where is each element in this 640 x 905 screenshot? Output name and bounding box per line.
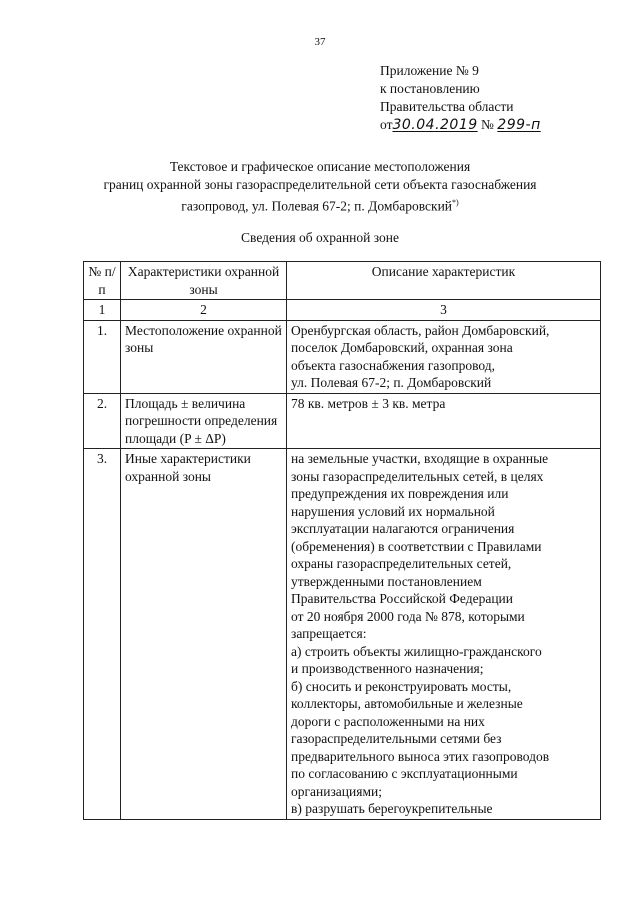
column-number: 2 <box>121 300 287 321</box>
description-line: нарушения условий их нормальной <box>291 503 495 519</box>
description-line: предварительного выноса этих газопроводов <box>291 748 550 764</box>
description-line: 78 кв. метров ± 3 кв. метра <box>291 395 446 411</box>
appendix-date-line <box>380 116 541 134</box>
description-line: ул. Полевая 67-2; п. Домбаровский <box>291 375 492 390</box>
description-line: Правительства Российской Федерации <box>291 591 513 606</box>
table-row <box>84 449 601 820</box>
column-number: 1 <box>84 300 121 321</box>
description-line: дороги с расположенными на них <box>291 713 485 729</box>
column-number-row <box>84 300 601 321</box>
row-description <box>287 320 601 393</box>
table-header-row <box>84 262 601 300</box>
description-line: организациями; <box>291 783 382 799</box>
date-prefix: от <box>380 117 393 132</box>
description-line: зоны газораспределительных сетей, в целях <box>291 468 544 484</box>
description-line: б) сносить и реконструировать мосты, <box>291 678 512 694</box>
description-line: охраны газораспределительных сетей, <box>291 556 512 571</box>
header-description: Описание характеристик <box>287 262 601 300</box>
description-line: поселок Домбаровский, охранная зона <box>291 340 513 355</box>
zone-info-table <box>83 261 601 820</box>
appendix-line-2: к постановлению <box>380 81 480 96</box>
description-line: на земельные участки, входящие в охранные <box>291 451 549 466</box>
title-line-3 <box>40 194 600 216</box>
description-line: и производственного назначения; <box>291 661 484 676</box>
row-characteristic: Иные характеристики охранной зоны <box>121 449 287 820</box>
section-subtitle: Сведения об охранной зоне <box>241 230 399 245</box>
column-number: 3 <box>287 300 601 321</box>
description-line: от 20 ноября 2000 года № 878, которыми <box>291 608 525 624</box>
description-line: Оренбургская область, район Домбаровский, <box>291 322 550 338</box>
appendix-block <box>380 62 541 134</box>
row-number: 3. <box>84 449 121 820</box>
number-prefix: № <box>481 117 494 132</box>
description-line: (обременения) в соответствии с Правилами <box>291 538 542 554</box>
description-line: а) строить объекты жилищно-гражданского <box>291 643 542 659</box>
row-description <box>287 393 601 449</box>
description-line: по согласованию с эксплуатационными <box>291 766 518 781</box>
row-characteristic: Площадь ± величина погрешности определения площади (P ± ΔP) <box>121 393 287 449</box>
description-line: газораспределительными сетями без <box>291 731 502 746</box>
title-line-3-text: газопровод, ул. Полевая 67-2; п. Домбаровский <box>181 198 453 214</box>
row-characteristic: Местоположение охранной зоны <box>121 320 287 393</box>
header-number: № п/п <box>84 262 121 300</box>
description-line: эксплуатации налагаются ограничения <box>291 521 515 536</box>
description-line: в) разрушать берегоукрепительные <box>291 801 493 816</box>
description-line: предупреждения их повреждения или <box>291 486 509 501</box>
row-description <box>287 449 601 820</box>
appendix-title: Приложение № 9 <box>380 63 479 78</box>
description-line: запрещается: <box>291 626 367 641</box>
handwritten-date: 30.04.2019 <box>392 117 478 133</box>
appendix-line-3: Правительства области <box>380 99 514 114</box>
header-characteristic: Характеристики охранной зоны <box>121 262 287 300</box>
footnote-mark: *) <box>452 198 459 207</box>
table-row <box>84 320 601 393</box>
description-line: коллекторы, автомобильные и железные <box>291 696 523 711</box>
handwritten-number: 299-п <box>497 117 541 133</box>
title-line-2: границ охранной зоны газораспределительной сети объекта газоснабжения <box>103 177 537 192</box>
description-line: утвержденными постановлением <box>291 573 482 589</box>
row-number: 1. <box>84 320 121 393</box>
table-row <box>84 393 601 449</box>
title-line-1: Текстовое и графическое описание местоположения <box>169 159 471 174</box>
row-number: 2. <box>84 393 121 449</box>
page-number: 37 <box>314 36 326 48</box>
description-line: объекта газоснабжения газопровод, <box>291 357 495 373</box>
document-title <box>40 158 600 216</box>
